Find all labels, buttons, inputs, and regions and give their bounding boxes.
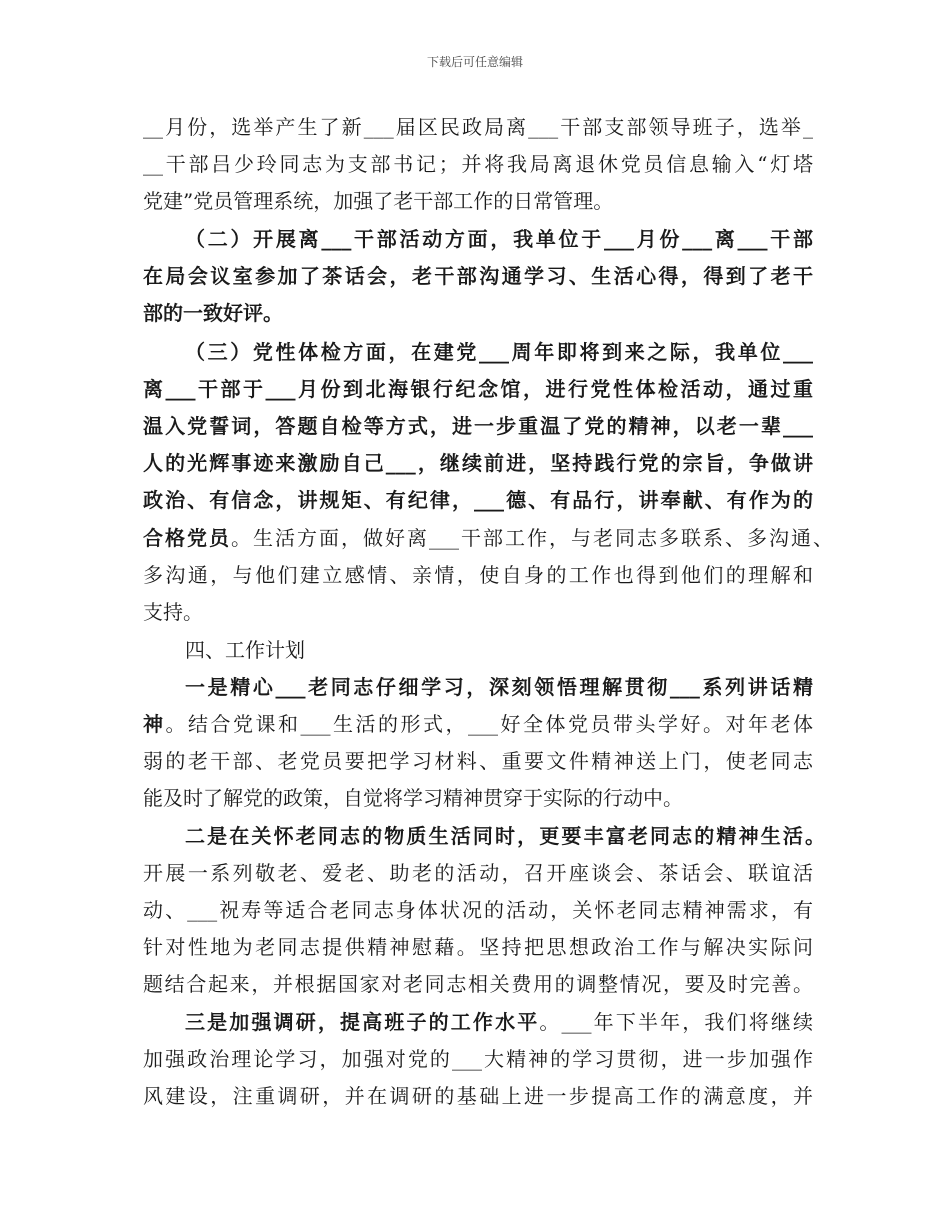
text-line: 部的一致好评。 [143, 301, 283, 325]
text-line: 人的光辉事迹来激励自己___，继续前进，坚持践行党的宗旨，争做讲 [143, 451, 813, 475]
text-line: 多沟通，与他们建立感情、亲情，使自身的工作也得到他们的理解和 [143, 563, 813, 587]
text-line: 在局会议室参加了茶话会，老干部沟通学习、生活心得，得到了老干 [143, 264, 813, 288]
text-line: 党建”党员管理系统，加强了老干部工作的日常管理。 [143, 189, 614, 213]
text-line: __干部吕少玲同志为支部书记；并将我局离退休党员信息输入“灯塔 [143, 152, 813, 176]
bold-run: 神 [143, 712, 166, 736]
text-line: __月份，选举产生了新___届区民政局离___干部支部领导班子，选举_ [143, 115, 813, 139]
text-line [143, 520, 833, 556]
text-line: 动、___祝寿等适合老同志身体状况的活动，关怀老同志精神需求，有 [143, 898, 813, 922]
normal-run: 。生活方面，做好离___干部工作，与老同志多联系、多沟通、 [231, 526, 833, 550]
plan-item-heading: 二是在关怀老同志的物质生活同时，更要丰富老同志的精神生活。 [185, 824, 825, 848]
text-line: 温入党誓词，答题自检等方式，进一步重温了党的精神，以老一辈___ [143, 414, 813, 438]
normal-run: 。___年下半年，我们将继续 [539, 1010, 814, 1034]
text-line: 能及时了解党的政策，自觉将学习精神贯穿于实际的行动中。 [143, 786, 683, 810]
normal-run: 。结合党课和___生活的形式，___好全体党员带头学好。对年老体 [165, 712, 813, 736]
text-line: 离___干部于___月份到北海银行纪念馆，进行党性体检活动，通过重 [143, 377, 813, 401]
section-heading-line: （三）党性体检方面，在建党___周年即将到来之际，我单位___ [185, 340, 813, 364]
text-line: 支持。 [143, 600, 203, 624]
text-line: 弱的老干部、老党员要把学习材料、重要文件精神送上门，使老同志 [143, 749, 813, 773]
page-header: 下载后可任意编辑 [426, 55, 523, 69]
plan-item-heading: 一是精心___老同志仔细学习，深刻领悟理解贯彻___系列讲话精 [185, 675, 813, 699]
text-line: 政治、有信念，讲规矩、有纪律，___德、有品行，讲奉献、有作为的 [143, 488, 813, 512]
text-line: 加强政治理论学习，加强对党的___大精神的学习贯彻，进一步加强作 [143, 1047, 813, 1071]
section-heading: 四、工作计划 [185, 638, 305, 662]
plan-item-heading-line [185, 1004, 813, 1040]
bold-run: 三是加强调研，提高班子的工作水平 [185, 1010, 540, 1034]
section-heading-line: （二）开展离___干部活动方面，我单位于___月份___离___干部 [185, 227, 813, 251]
text-line [143, 706, 813, 742]
text-line: 针对性地为老同志提供精神慰藉。坚持把思想政治工作与解决实际问 [143, 935, 813, 959]
bold-run: 合格党员 [143, 526, 231, 550]
text-line: 题结合起来，并根据国家对老同志相关费用的调整情况，要及时完善。 [143, 972, 813, 996]
text-line: 风建设，注重调研，并在调研的基础上进一步提高工作的满意度，并 [143, 1084, 813, 1108]
text-line: 开展一系列敬老、爱老、助老的活动，召开座谈会、茶话会、联谊活 [143, 861, 813, 885]
